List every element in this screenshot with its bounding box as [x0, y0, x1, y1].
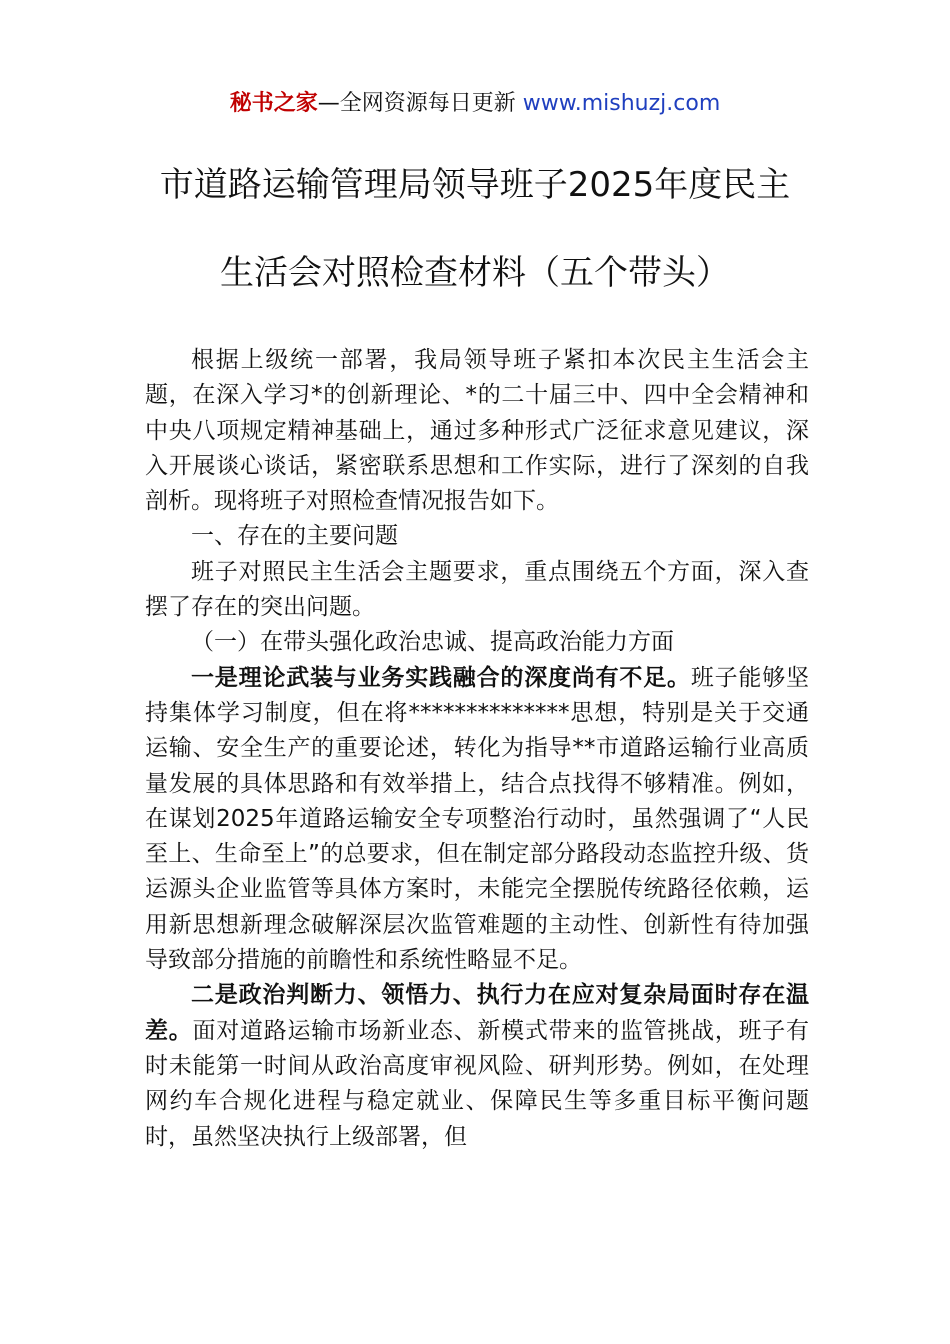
section-intro-paragraph: 班子对照民主生活会主题要求，重点围绕五个方面，深入查摆了存在的突出问题。	[145, 558, 809, 621]
site-banner	[0, 88, 950, 120]
document-body	[145, 343, 809, 1155]
banner-tagline: —全网资源每日更新	[317, 91, 523, 116]
subsection-heading-1: （一）在带头强化政治忠诚、提高政治能力方面	[191, 629, 674, 656]
issue-paragraph-2	[145, 978, 809, 1154]
intro-paragraph: 根据上级统一部署，我局领导班子紧扣本次民主生活会主题，在深入学习*的创新理论、*的二十届三中、四中全会精神和中央八项规定精神基础上，通过多种形式广泛征求意见建议，深入开展谈心谈话，紧密联系思想和工作实际，进行了深刻的自我剖析。现将班子对照检查情况报告如下。	[145, 347, 809, 515]
issue-2-text: 面对道路运输市场新业态、新模式带来的监管挑战，班子有时未能第一时间从政治高度审视风险、研判形势。例如，在处理网约车合规化进程与稳定就业、保障民生等多重目标平衡问题时，虽然坚决执行上级部署，但	[145, 1017, 810, 1150]
issue-2-lead: 二是政治判断力、领悟力、执行力在应对复杂局面时存在温差。	[145, 982, 809, 1044]
banner-brand: 秘书之家	[229, 91, 318, 116]
document-title-line-2: 生活会对照检查材料（五个带头）	[220, 253, 730, 293]
document-title-line-1: 市道路运输管理局领导班子2025年度民主	[159, 165, 791, 205]
issue-1-text: 班子能够坚持集体学习制度，但在将**************思想，特别是关于交通运输、安全生产的重要论述，转化为指导**市道路运输行业高质量发展的具体思路和有效举措上，结合点找得不够精准。例如，在谋划2025年道路运输安全专项整治行动时，虽然强调了“人民至上、生命至上”的总要求，但在制定部分路段动态监控升级、货运源头企业监管等具体方案时，未能完全摆脱传统路径依赖，运用新思想新理念破解深层次监管难题的主动性、创新性有待加强导致部分措施的前瞻性和系统性略显不足。	[145, 664, 810, 974]
section-heading-1: 一、存在的主要问题	[191, 523, 398, 550]
issue-1-lead: 一是理论武装与业务实践融合的深度尚有不足。	[191, 664, 691, 691]
banner-url-link[interactable]: www.mishuzj.com	[522, 91, 721, 116]
issue-paragraph-1	[145, 661, 809, 979]
